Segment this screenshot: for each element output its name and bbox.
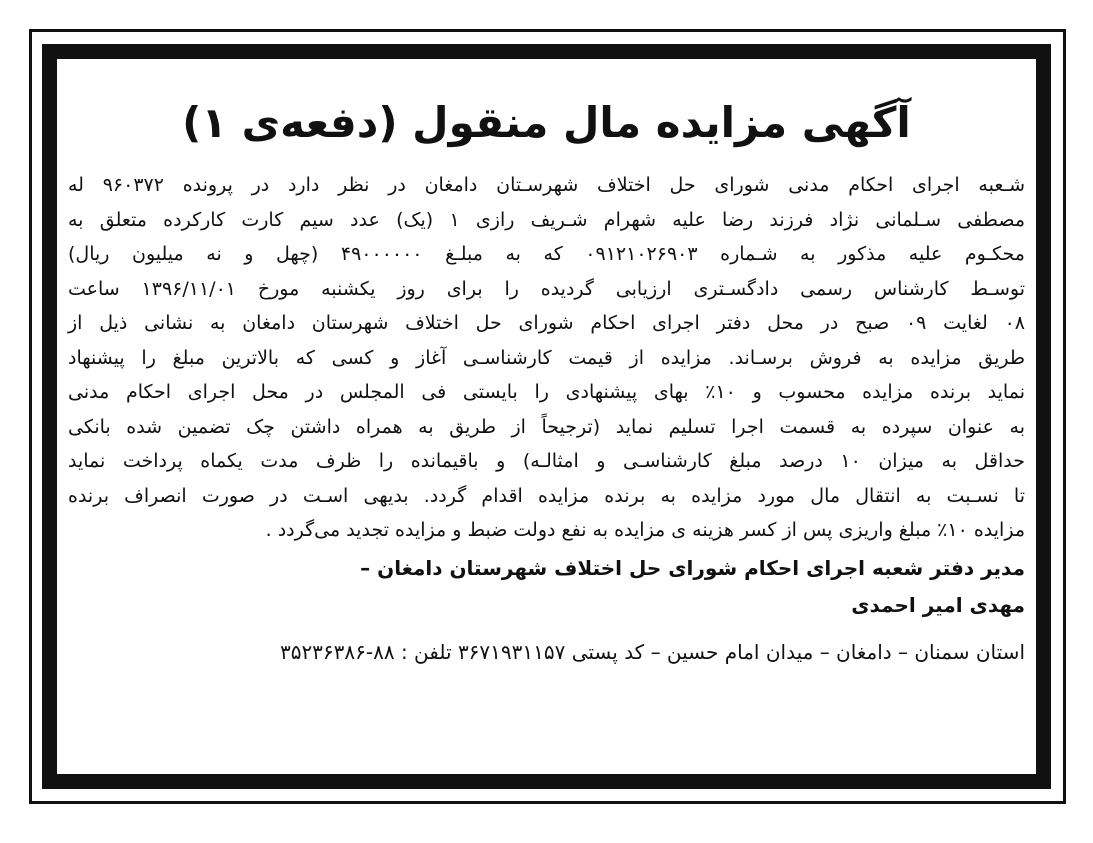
signer-title: مدیر دفتر شعبه اجرای احکام شورای حل اختلاف شهرستان دامغان – (360, 555, 1025, 580)
body-line: تا نسـبت به انتقال مال مورد مزایده به برنده مزایده اقدام گردد. بدیهی اسـت در صورت انصراف برنده (68, 484, 1025, 507)
body-line: مصطفی سـلمانی نژاد فرزند رضا علیه شهرام شـریف رازی ۱ (یک) عدد سیم کارت کارکرده متعلق به (68, 208, 1025, 231)
body-line: نماید برنده مزایده محسوب و ۱۰٪ بهای پیشنهادی را بایستی فی المجلس در محل اجرای احکام مدنی (68, 381, 1025, 403)
body-line: ۰۸ لغایت ۰۹ صبح در محل دفتر اجرای احکام شورای حل اختلاف شهرستان دامغان به نشانی ذیل از (68, 312, 1025, 334)
body-line: شـعبه اجرای احکام مدنی شورای حل اختلاف شهرسـتان دامغان در نظر دارد در پرونده ۹۶۰۳۷۲ له (68, 174, 1025, 196)
notice-content (60, 62, 1033, 771)
notice-body (68, 168, 1025, 548)
body-line: به عنوان سپرده به قسمت اجرا تسلیم نماید (ترجیحاً از طریق به همراه داشتن چک تضمین شده بانکی (68, 415, 1025, 438)
body-line: حداقل به میزان ۱۰ درصد مبلغ کارشناسـی و امثالـه) و باقیمانده را ظرف مدت یکماه پرداخت نماید (68, 450, 1025, 472)
body-line: مزایده ۱۰٪ مبلغ واریزی پس از کسر هزینه ی مزایده به نفع دولت ضبط و مزایده تجدید می‌گردد . (265, 519, 1025, 541)
body-line: محکـوم علیه مذکور به شـماره ۰۹۱۲۱۰۲۶۹۰۳ که به مبلـغ ۴۹۰۰۰۰۰۰ (چهل و نه میلیون ریال) (68, 243, 1025, 265)
body-line: طریق مزایده به فروش برسـاند. مزایده از قیمت کارشناسـی آغاز و کسی که بالاترین مبلغ را پیشنهاد (68, 346, 1025, 369)
contact-address: استان سمنان – دامغان – میدان امام حسین – کد پستی ۳۶۷۱۹۳۱۱۵۷ تلفن : ۸۸-۳۵۲۳۶۳۸۶ (279, 639, 1025, 664)
signature-block (68, 550, 1025, 624)
signer-name: مهدی امیر احمدی (851, 592, 1025, 617)
notice-title: آگهی مزایده مال منقول (دفعه‌ی ۱) (182, 98, 911, 147)
body-line: توسـط کارشناس رسمی دادگسـتری ارزیابی گردیده را برای روز یکشنبه مورخ ۱۳۹۶/۱۱/۰۱ ساعت (68, 277, 1025, 300)
